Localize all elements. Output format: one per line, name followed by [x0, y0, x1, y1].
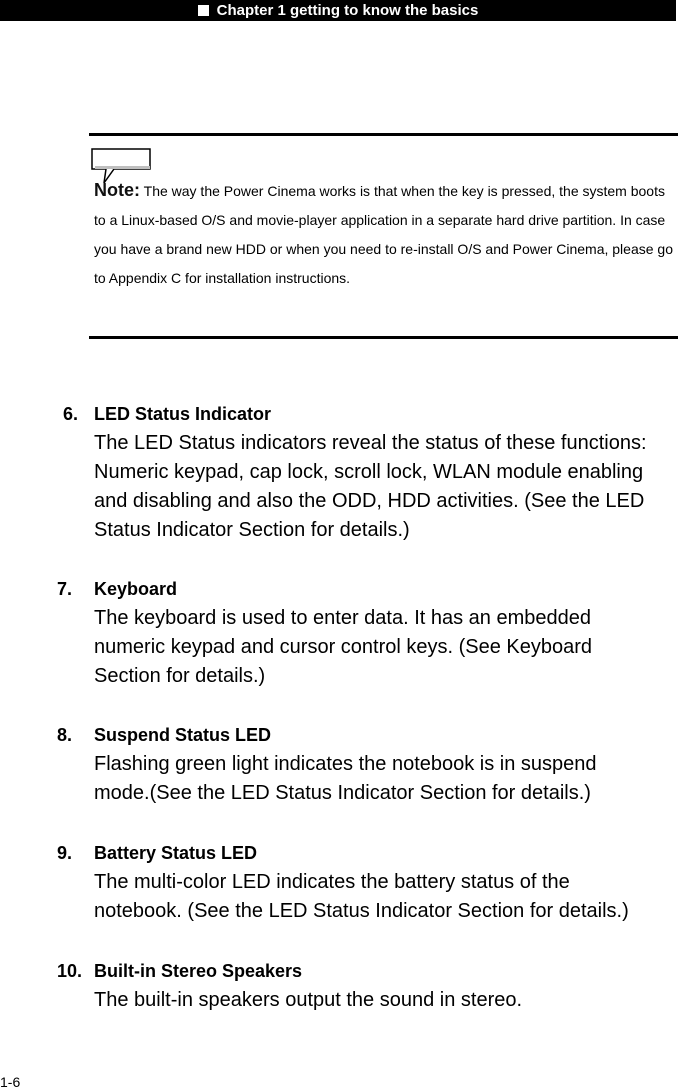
chapter-header	[0, 0, 676, 21]
chapter-title: Chapter 1 getting to know the basics	[216, 2, 479, 19]
item-title: Keyboard	[94, 579, 178, 599]
note-text: The way the Power Cinema works is that when the key is pressed, the system boots to a Linux-based O/S and movie-player application in a separate hard drive partition. In case you have a brand new HDD or when you need to re-install O/S and Power Cinema, please go to Appendix C for installation instructions.	[94, 183, 673, 286]
note-label: Note:	[94, 180, 140, 200]
note-block	[94, 176, 674, 293]
item-body: The LED Status indicators reveal the status of these functions: Numeric keypad, cap lock, scroll lock, WLAN module enabling and disabling and also the ODD, HDD activities. (See the LED Status Indicator Section for details.)	[94, 432, 647, 541]
item-title: Suspend Status LED	[94, 725, 272, 745]
item-title: Built-in Stereo Speakers	[94, 961, 303, 981]
item-number: 6.	[63, 404, 79, 424]
item-number: 10.	[57, 961, 83, 981]
list-item-battery-led	[57, 839, 672, 926]
item-body: The multi-color LED indicates the battery status of the notebook. (See the LED Status Indicator Section for details.)	[94, 871, 629, 922]
note-top-rule	[89, 133, 678, 136]
page-number: 1-6	[0, 1074, 21, 1090]
item-title: LED Status Indicator	[94, 404, 272, 424]
list-item-suspend-led	[57, 721, 672, 808]
item-number: 9.	[57, 843, 73, 863]
item-number: 7.	[57, 579, 73, 599]
item-body: Flashing green light indicates the notebook is in suspend mode.(See the LED Status Indicator Section for details.)	[94, 753, 597, 804]
list-item-keyboard	[57, 575, 672, 691]
square-bullet-icon	[198, 5, 209, 16]
item-body: The built-in speakers output the sound in stereo.	[94, 989, 523, 1011]
list-item-led-status	[57, 400, 672, 545]
item-body: The keyboard is used to enter data. It has an embedded numeric keypad and cursor control keys. (See Keyboard Section for details.)	[94, 607, 593, 687]
list-item-speakers	[57, 957, 672, 1015]
item-number: 8.	[57, 725, 73, 745]
note-bottom-rule	[89, 336, 678, 339]
item-title: Battery Status LED	[94, 843, 258, 863]
